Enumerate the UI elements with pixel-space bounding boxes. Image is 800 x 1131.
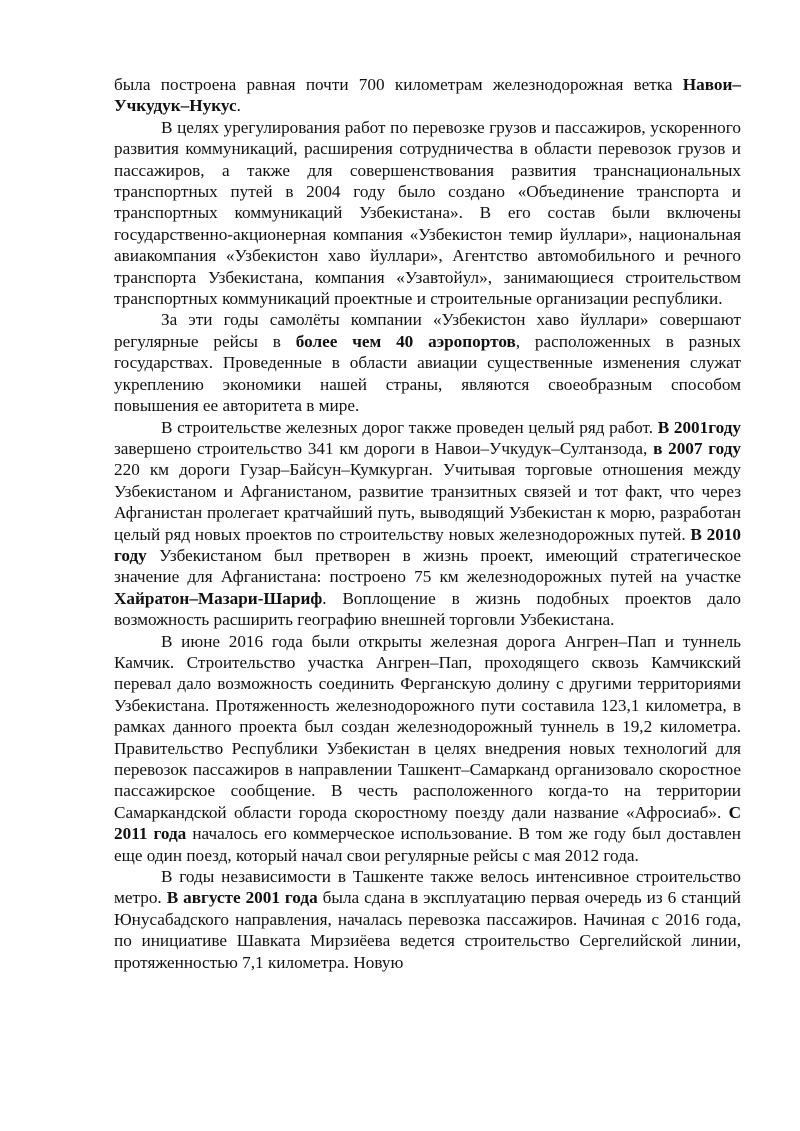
paragraph-2 — [114, 117, 741, 310]
text-run: 220 км дороги Гузар–Байсун–Кумкурган. Учитывая торговые отношения между Узбекистаном и Афганистаном, развитие транзитных связей и тот факт, что через Афганистан пролегает кратчайший путь, выводящий Узбекистан к морю, разработан целый ряд новых проектов по строительству новых железнодорожных путей. — [114, 460, 741, 544]
bold-text-run: В августе 2001 года — [166, 888, 318, 908]
bold-text-run: более чем 40 аэропортов — [295, 331, 516, 351]
text-run: За эти годы самолёты компании «Узбекистон хаво йуллари» совершают регулярные рейсы в — [114, 310, 741, 351]
bold-text-run: Хайратон–Мазари-Шариф — [114, 588, 323, 608]
text-run: . — [236, 96, 241, 116]
bold-text-run: Навои–Учкудук–Нукус — [114, 75, 741, 116]
text-run: была построена равная почти 700 километрам железнодорожная ветка — [114, 75, 683, 94]
text-run: началось его коммерческое использование. В том же году был доставлен еще один поезд, который начал свои регулярные рейсы с мая 2012 года. — [114, 824, 741, 865]
document-page — [114, 74, 741, 973]
text-run: была сдана в эксплуатацию первая очередь из 6 станций Юнусабадского направления, началась перевозка пассажиров. Начиная с 2016 года, по инициативе Шавката Мирзиёева ведется строительство Сергелийской линии, протяженностью 7,1 километра. Новую — [114, 888, 741, 972]
paragraph-3 — [114, 309, 741, 416]
text-run: Узбекистаном был претворен в жизнь проект, имеющий стратегическое значение для Афганистана: построено 75 км железнодорожных путей на участке — [114, 545, 741, 587]
bold-text-run: В 2010 году — [114, 524, 741, 565]
bold-text-run: С 2011 года — [114, 802, 741, 844]
text-run: В годы независимости в Ташкенте также велось интенсивное строительство метро. — [114, 867, 741, 908]
text-run: завершено строительство 341 км дороги в Навои–Учкудук–Султанзода, — [114, 438, 654, 458]
bold-text-run: В 2001году — [657, 417, 741, 437]
text-run: В июне 2016 года были открыты железная дорога Ангрен–Пап и туннель Камчик. Строительство участка Ангрен–Пап, проходящего сквозь Камчикский перевал дало возможность соединить Ферганскую долину с другими территориями Узбекистана. Протяженность железнодорожного пути составила 123,1 километра, в рамках данного проекта был создан железнодорожный туннель в 19,2 километра. Правительство Республики Узбекистан в целях внедрения новых технологий для перевозок пассажиров в направлении Ташкент–Самарканд организовало скоростное пассажирское сообщение. В честь расположенного когда-то на территории Самаркандской области города скоростному поезду дали название «Афросиаб». — [114, 631, 741, 822]
paragraph-5 — [114, 631, 741, 866]
text-run: В строительстве железных дорог также проведен целый ряд работ. — [161, 417, 658, 437]
text-run: . Воплощение в жизнь подобных проектов дало возможность расширить географию внешней торговли Узбекистана. — [114, 588, 741, 630]
bold-text-run: в 2007 году — [653, 438, 741, 458]
text-run: В целях урегулирования работ по перевозке грузов и пассажиров, ускоренного развития коммуникаций, расширения сотрудничества в области перевозок грузов и пассажиров, а также для совершенствования развития транснациональных транспортных путей в 2004 году было создано «Объединение транспорта и транспортных коммуникаций Узбекистана». В его состав были включены государственно-акционерная компания «Узбекистон темир йуллари», национальная авиакомпания «Узбекистон хаво йуллари», Агентство автомобильного и речного транспорта Узбекистана, компания «Узавтойул», занимающиеся строительством транспортных коммуникаций проектные и строительные организации республики. — [114, 117, 741, 309]
paragraph-4 — [114, 417, 741, 631]
paragraph-1 — [114, 74, 741, 117]
paragraph-6 — [114, 866, 741, 973]
text-run: , расположенных в разных государствах. Проведенные в области авиации существенные изменения служат укреплению экономики нашей страны, являются своеобразным способом повышения ее авторитета в мире. — [114, 331, 741, 416]
